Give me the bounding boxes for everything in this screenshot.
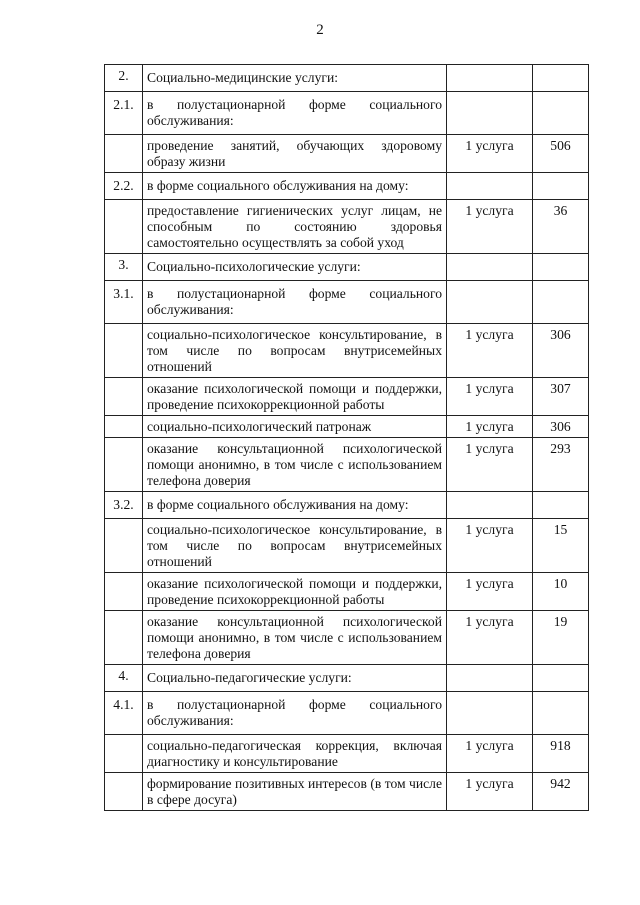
unit-cell	[447, 692, 533, 735]
table-row	[105, 773, 589, 811]
service-description-cell: оказание консультационной психологической помощи анонимно, в том числе с использованием телефона доверия	[143, 611, 447, 665]
row-number-cell	[105, 773, 143, 811]
count-cell	[533, 173, 589, 200]
table-row	[105, 416, 589, 438]
table-row	[105, 438, 589, 492]
row-number-cell	[105, 135, 143, 173]
service-description-cell: социально-педагогическая коррекция, включая диагностику и консультирование	[143, 735, 447, 773]
table-row	[105, 692, 589, 735]
table-row	[105, 492, 589, 519]
service-description-cell: формирование позитивных интересов (в том числе в сфере досуга)	[143, 773, 447, 811]
count-cell: 506	[533, 135, 589, 173]
unit-cell	[447, 65, 533, 92]
count-cell	[533, 65, 589, 92]
row-number-cell: 4.1.	[105, 692, 143, 735]
table-row	[105, 254, 589, 281]
table-row	[105, 324, 589, 378]
table-row	[105, 519, 589, 573]
unit-cell	[447, 173, 533, 200]
unit-cell: 1 услуга	[447, 324, 533, 378]
row-number-cell	[105, 200, 143, 254]
row-number-cell	[105, 735, 143, 773]
row-number-cell	[105, 573, 143, 611]
service-description-cell: оказание консультационной психологической помощи анонимно, в том числе с использованием телефона доверия	[143, 438, 447, 492]
count-cell: 36	[533, 200, 589, 254]
unit-cell	[447, 254, 533, 281]
table-row	[105, 378, 589, 416]
unit-cell: 1 услуга	[447, 573, 533, 611]
count-cell	[533, 492, 589, 519]
row-number-cell	[105, 378, 143, 416]
count-cell	[533, 692, 589, 735]
count-cell: 19	[533, 611, 589, 665]
unit-cell	[447, 665, 533, 692]
unit-cell: 1 услуга	[447, 519, 533, 573]
row-number-cell	[105, 611, 143, 665]
table-row	[105, 281, 589, 324]
unit-cell: 1 услуга	[447, 735, 533, 773]
table-row	[105, 573, 589, 611]
service-description-cell: оказание психологической помощи и поддержки, проведение психокоррекционной работы	[143, 573, 447, 611]
service-description-cell: в полустационарной форме социального обслуживания:	[143, 92, 447, 135]
service-description-cell: Социально-медицинские услуги:	[143, 65, 447, 92]
row-number-cell: 3.	[105, 254, 143, 281]
service-description-cell: оказание психологической помощи и поддержки, проведение психокоррекционной работы	[143, 378, 447, 416]
services-table	[104, 64, 589, 811]
row-number-cell	[105, 324, 143, 378]
count-cell: 306	[533, 324, 589, 378]
table-row	[105, 611, 589, 665]
count-cell: 918	[533, 735, 589, 773]
service-description-cell: в форме социального обслуживания на дому:	[143, 173, 447, 200]
count-cell: 293	[533, 438, 589, 492]
row-number-cell: 2.	[105, 65, 143, 92]
row-number-cell	[105, 519, 143, 573]
count-cell: 307	[533, 378, 589, 416]
row-number-cell: 3.2.	[105, 492, 143, 519]
service-description-cell: социально-психологический патронаж	[143, 416, 447, 438]
count-cell	[533, 281, 589, 324]
row-number-cell	[105, 416, 143, 438]
service-description-cell: в полустационарной форме социального обслуживания:	[143, 281, 447, 324]
service-description-cell: в полустационарной форме социального обслуживания:	[143, 692, 447, 735]
service-description-cell: социально-психологическое консультирование, в том числе по вопросам внутрисемейных отношений	[143, 324, 447, 378]
service-description-cell: социально-психологическое консультирование, в том числе по вопросам внутрисемейных отношений	[143, 519, 447, 573]
count-cell	[533, 254, 589, 281]
service-description-cell: в форме социального обслуживания на дому:	[143, 492, 447, 519]
table-row	[105, 135, 589, 173]
unit-cell	[447, 92, 533, 135]
count-cell	[533, 665, 589, 692]
row-number-cell: 2.2.	[105, 173, 143, 200]
unit-cell: 1 услуга	[447, 611, 533, 665]
service-description-cell: Социально-педагогические услуги:	[143, 665, 447, 692]
unit-cell: 1 услуга	[447, 135, 533, 173]
table-row	[105, 173, 589, 200]
unit-cell: 1 услуга	[447, 416, 533, 438]
table-row	[105, 735, 589, 773]
unit-cell: 1 услуга	[447, 200, 533, 254]
unit-cell: 1 услуга	[447, 378, 533, 416]
unit-cell: 1 услуга	[447, 438, 533, 492]
unit-cell	[447, 492, 533, 519]
table-row	[105, 665, 589, 692]
count-cell: 942	[533, 773, 589, 811]
unit-cell	[447, 281, 533, 324]
service-description-cell: Социально-психологические услуги:	[143, 254, 447, 281]
service-description-cell: предоставление гигиенических услуг лицам, не способным по состоянию здоровья самостоятельно осуществлять за собой уход	[143, 200, 447, 254]
row-number-cell: 4.	[105, 665, 143, 692]
row-number-cell	[105, 438, 143, 492]
row-number-cell: 2.1.	[105, 92, 143, 135]
table-row	[105, 65, 589, 92]
count-cell: 306	[533, 416, 589, 438]
table-row	[105, 92, 589, 135]
services-table-body	[105, 65, 589, 811]
unit-cell: 1 услуга	[447, 773, 533, 811]
count-cell: 15	[533, 519, 589, 573]
count-cell	[533, 92, 589, 135]
row-number-cell: 3.1.	[105, 281, 143, 324]
service-description-cell: проведение занятий, обучающих здоровому образу жизни	[143, 135, 447, 173]
table-row	[105, 200, 589, 254]
count-cell: 10	[533, 573, 589, 611]
page-number: 2	[316, 22, 324, 38]
